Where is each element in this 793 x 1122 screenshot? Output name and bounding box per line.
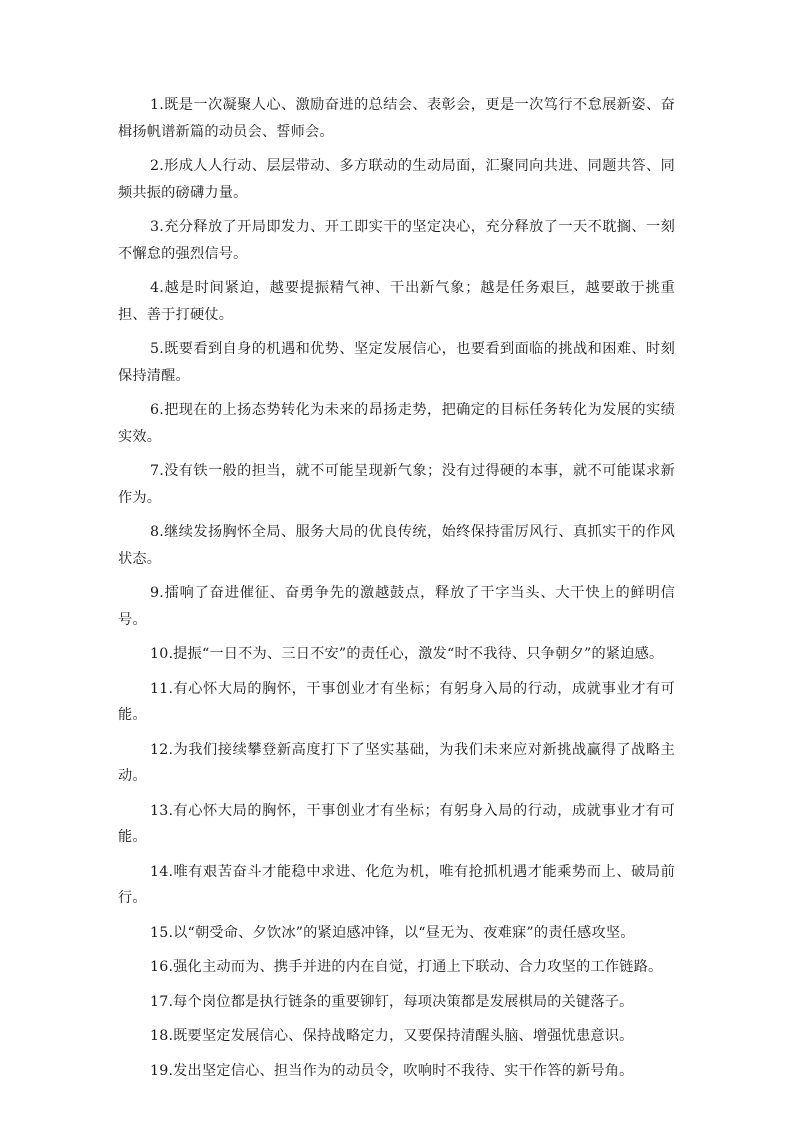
- paragraph-18: 18.既要坚定发展信心、保持战略定力，又要保持清醒头脑、增强忧患意识。: [150, 1028, 634, 1044]
- paragraph-9: 9.擂响了奋进催征、奋勇争先的激越鼓点，释放了干字当头、大干快上的鲜明信号。: [118, 585, 675, 628]
- paragraph-2: 2.形成人人行动、层层带动、多方联动的生动局面，汇聚同向共进、同题共答、同频共振的磅礴力量。: [118, 158, 675, 201]
- paragraph-7: 7.没有铁一般的担当，就不可能呈现新气象；没有过得硬的本事，就不可能谋求新作为。: [118, 463, 675, 506]
- paragraph-17: 17.每个岗位都是执行链条的重要铆钉，每项决策都是发展棋局的关键落子。: [150, 993, 634, 1010]
- paragraph-6: 6.把现在的上扬态势转化为未来的昂扬走势，把确定的目标任务转化为发展的实绩实效。: [118, 402, 675, 445]
- paragraph-19: 19.发出坚定信心、担当作为的动员令，吹响时不我待、实干作答的新号角。: [150, 1062, 634, 1079]
- paragraph-11: 11.有心怀大局的胸怀，干事创业才有坐标；有躬身入局的行动，成就事业才有可能。: [118, 680, 675, 723]
- paragraph-4: 4.越是时间紧迫，越要提振精气神、干出新气象；越是任务艰巨，越要敢于挑重担、善于打硬仗。: [118, 280, 675, 323]
- paragraph-3: 3.充分释放了开局即发力、开工即实干的坚定决心，充分释放了一天不耽搁、一刻不懈怠的强烈信号。: [118, 219, 675, 262]
- paragraph-12: 12.为我们接续攀登新高度打下了坚实基础，为我们未来应对新挑战赢得了战略主动。: [118, 741, 675, 784]
- paragraph-15: 15.以“朝受命、夕饮冰”的紧迫感冲锋，以“昼无为、夜难寐”的责任感攻坚。: [150, 924, 635, 941]
- paragraph-10: 10.提振“一日不为、三日不安”的责任心，激发“时不我待、只争朝夕”的紧迫感。: [150, 646, 664, 662]
- paragraph-1: 1.既是一次凝聚人心、激励奋进的总结会、表彰会，更是一次笃行不怠展新姿、奋楫扬帆谱新篇的动员会、誓师会。: [118, 97, 675, 140]
- paragraph-5: 5.既要看到自身的机遇和优势、坚定发展信心，也要看到面临的挑战和困难、时刻保持清醒。: [118, 341, 675, 384]
- paragraph-16: 16.强化主动而为、携手并进的内在自觉，打通上下联动、合力攻坚的工作链路。: [150, 959, 663, 975]
- paragraph-14: 14.唯有艰苦奋斗才能稳中求进、化危为机，唯有抢抓机遇才能乘势而上、破局前行。: [118, 863, 675, 906]
- paragraph-8: 8.继续发扬胸怀全局、服务大局的优良传统，始终保持雷厉风行、真抓实干的作风状态。: [118, 524, 675, 567]
- paragraph-13: 13.有心怀大局的胸怀，干事创业才有坐标；有躬身入局的行动，成就事业才有可能。: [118, 802, 675, 845]
